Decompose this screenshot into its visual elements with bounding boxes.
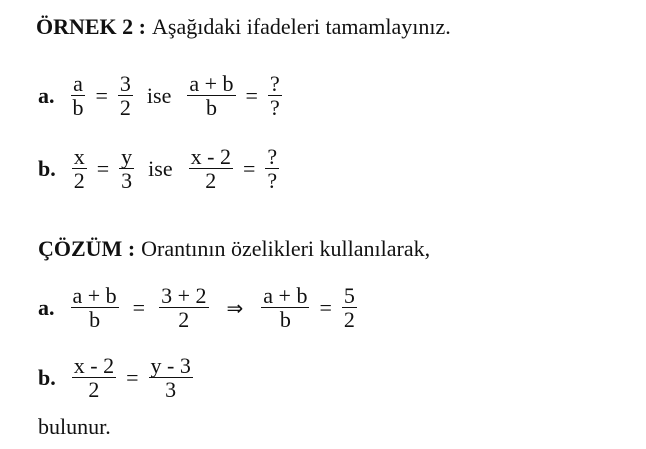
example-item-a	[38, 72, 286, 119]
denominator: 2	[343, 307, 355, 332]
item-label: b.	[38, 364, 56, 390]
equals-sign: =	[242, 155, 256, 181]
numerator: x	[73, 144, 85, 169]
denominator: 2	[178, 307, 190, 332]
numerator: a + b	[263, 283, 308, 308]
fraction	[268, 72, 282, 119]
numerator: 3 + 2	[161, 283, 207, 308]
solution-item-a	[38, 284, 361, 331]
solution-intro: Orantının özelikleri kullanılarak,	[141, 236, 431, 261]
fraction	[71, 72, 86, 119]
denominator: b	[279, 307, 291, 332]
item-label: b.	[38, 155, 56, 181]
solution-heading	[38, 236, 430, 262]
fraction	[149, 354, 193, 401]
denominator: 2	[88, 377, 100, 402]
equals-sign: =	[95, 82, 108, 108]
denominator: 2	[119, 95, 131, 120]
solution-title: ÇÖZÜM :	[38, 236, 136, 261]
fraction	[72, 145, 87, 192]
denominator: ?	[267, 168, 278, 193]
example-instruction: Aşağıdaki ifadeleri tamamlayınız.	[152, 14, 451, 39]
numerator: a	[73, 71, 83, 96]
equals-sign: =	[132, 294, 146, 320]
numerator: x - 2	[190, 144, 231, 169]
item-label: a.	[38, 82, 55, 108]
example-heading	[36, 14, 451, 40]
equals-sign: =	[245, 82, 258, 108]
numerator: a + b	[189, 71, 234, 96]
fraction	[71, 284, 119, 331]
equals-sign: =	[96, 155, 110, 181]
item-label: a.	[38, 294, 55, 320]
fraction	[118, 72, 133, 119]
implies-arrow: ⇒	[226, 295, 244, 320]
solution-item-b	[38, 354, 197, 401]
denominator: b	[205, 95, 217, 120]
numerator: ?	[267, 144, 278, 169]
solution-ending: bulunur.	[38, 414, 111, 439]
numerator: 3	[119, 71, 131, 96]
fraction	[265, 145, 279, 192]
numerator: y	[121, 144, 133, 169]
fraction	[261, 284, 309, 331]
denominator: 3	[121, 168, 133, 193]
numerator: 5	[343, 283, 355, 308]
fraction	[342, 284, 357, 331]
denominator: 3	[165, 377, 177, 402]
fraction	[119, 145, 134, 192]
fraction	[189, 145, 233, 192]
fraction	[187, 72, 235, 119]
denominator: 2	[73, 168, 85, 193]
denominator: b	[89, 307, 101, 332]
example-title: ÖRNEK 2 :	[36, 14, 146, 39]
numerator: y - 3	[150, 353, 191, 378]
fraction	[159, 284, 208, 331]
equals-sign: =	[126, 364, 139, 390]
ise-word: ise	[146, 82, 172, 108]
numerator: x - 2	[73, 353, 115, 378]
numerator: a + b	[72, 283, 117, 308]
denominator: b	[72, 95, 84, 120]
equals-sign: =	[319, 294, 332, 320]
ise-word: ise	[148, 155, 173, 181]
fraction	[72, 354, 116, 401]
denominator: 2	[205, 168, 217, 193]
numerator: ?	[269, 71, 280, 96]
example-item-b	[38, 145, 283, 192]
denominator: ?	[269, 95, 280, 120]
